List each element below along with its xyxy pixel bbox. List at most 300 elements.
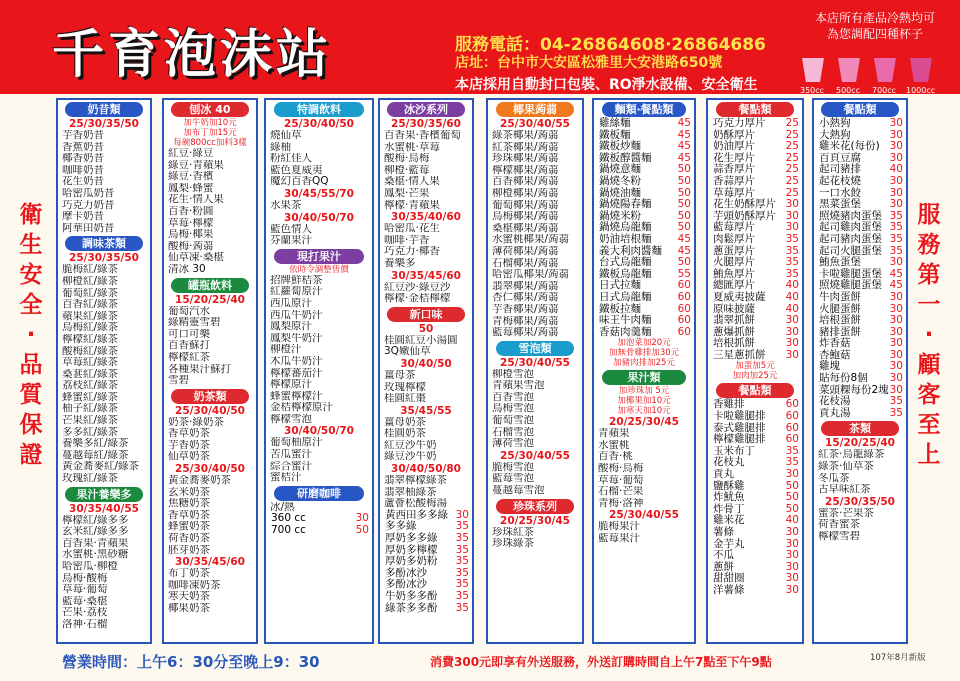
menu-item-price: 35 [785,444,799,457]
menu-item: 青蘋果雪泡 [492,380,545,392]
menu-item-name: 照燒雞腿蛋堡 [819,279,882,292]
menu-item-price: 25 [785,151,799,164]
menu-item-priced [594,199,694,211]
shop-name: 千育泡沫站 [52,25,333,85]
menu-item-name: 金芋丸 [713,537,745,550]
menu-item: 綠茶椰果/蒟蒻 [492,130,559,141]
price-line: 25/30/40/55 [500,449,570,462]
menu-item: 葡萄雪泡 [492,415,534,427]
section-heading: 現打果汁 [274,249,363,264]
cup-note: 本店所有產品冷熱均可 為您調配四種杯子 [814,11,935,41]
section-heading: 奶昔類 [65,102,142,117]
menu-item: 草莓‧檸檬 [168,217,214,229]
version-label: 107年8月新版 [870,653,926,663]
menu-item: 紅茶椰果/蒟蒻 [492,141,559,153]
menu-item-price: 30 [785,583,799,596]
menu-item: 石榴‧芒果 [598,486,644,498]
cup-icon [910,58,932,82]
menu-item-name: 肉鬆厚片 [713,232,755,245]
menu-item: 桑椹椰果/蒟蒻 [492,222,559,234]
menu-item-name: 炸香菇 [819,337,851,350]
menu-item-price: 35 [455,590,469,602]
menu-item: 蔓越莓紅/綠茶 [62,449,129,461]
menu-item: 金桔檸檬原汁 [270,402,333,414]
menu-item-price: 55 [677,267,691,280]
menu-item-priced [708,585,802,597]
menu-item-priced [594,315,694,327]
menu-item-name: 味王牛肉麵 [599,314,652,327]
menu-item: 摩卡奶昔 [62,211,104,223]
menu-item: 桂圓奶茶 [384,428,426,440]
menu-item: 柚子紅/綠茶 [62,403,119,415]
menu-item: 柳橙椰果/蒟蒻 [492,187,559,199]
menu-item: 脆梅雪泡 [492,461,534,473]
menu-item-price: 30 [785,348,799,361]
menu-item-price: 30 [785,337,799,350]
menu-item: 荷香蜜茶 [818,519,860,531]
addon-note: 加珍珠加 5元 [618,386,670,397]
menu-item: 西瓜牛奶汁 [270,309,323,321]
menu-item-price: 30 [889,174,903,187]
menu-item-priced [380,603,472,615]
menu-item-priced [814,315,906,327]
menu-item-price: 45 [677,244,691,257]
menu-item-price: 60 [677,325,691,338]
menu-item-price: 50 [677,163,691,176]
price-line: 30/35/40/55 [69,502,139,515]
menu-item-name: 義大利肉醬麵 [599,244,662,257]
menu-item: 冬瓜茶 [818,472,850,484]
menu-item-price: 25 [785,163,799,176]
menu-item: 阿華田奶昔 [62,222,115,234]
menu-item-name: 貢丸湯 [819,406,851,419]
menu-item-price: 30 [889,128,903,141]
slogan-char: 服 [917,202,941,228]
menu-item: 鳳梨‧蜂蜜 [168,182,214,194]
menu-item: 椰香奶昔 [62,153,104,165]
menu-item: 檸檬雪泡 [270,413,312,425]
menu-item-price: 25 [785,140,799,153]
menu-item-price: 45 [677,117,691,129]
addon-note: 加肉加25元 [732,371,778,382]
menu-item-price: 30 [785,572,799,585]
slogan-char: 上 [917,442,941,468]
menu-item-price: 50 [677,198,691,211]
menu-item-name: 鐵板麵 [599,128,631,141]
menu-item-name: 蔥餅 [713,560,734,573]
addon-note: 加豬肉排加25元 [613,358,675,369]
menu-item-name: 鮪魚蛋堡 [819,256,861,269]
menu-column-8 [812,98,908,644]
menu-item: 柳橙汁 [270,344,302,356]
menu-item-price: 40 [785,279,799,292]
menu-item: 青梅‧洛神 [598,497,644,509]
menu-item-price: 40 [889,163,903,176]
section-heading: 刨冰 40 [171,102,248,117]
menu-item: 玄米奶茶 [168,486,210,498]
menu-item-priced [708,315,802,327]
menu-item: 鳳梨‧芒果 [384,187,430,199]
menu-item: 桂圓紅豆小湯圓 [384,334,458,346]
menu-column-2 [162,98,258,644]
menu-item-price: 60 [677,290,691,303]
menu-item-name: 奶油培根麵 [599,232,652,245]
menu-item-price: 30 [785,537,799,550]
cup-icon [874,58,896,82]
menu-item-price: 50 [785,479,799,492]
price-line: 20/25/30/45 [500,514,570,527]
cup-size-label: 500cc [836,86,861,95]
price-line: 25/30/35/50 [69,252,139,265]
menu-item: 珍珠椰果/蒟蒻 [492,153,559,165]
menu-item: 百香‧粉圓 [168,205,214,217]
menu-item-name: 奶酥厚片 [713,128,755,141]
menu-item-price: 30 [889,117,903,129]
menu-item: 香草奶茶 [168,428,210,440]
menu-item: 招牌鮮桔茶 [270,274,323,286]
menu-item: 胚芽奶茶 [168,544,210,556]
menu-item-name: 草莓厚片 [713,186,755,199]
menu-item-name: 鍋燒油麵 [599,186,641,199]
menu-item: 酸梅‧烏梅 [384,153,430,165]
menu-item-price: 30 [889,348,903,361]
menu-item: 柳橙‧藍莓 [384,164,430,176]
section-heading: 果汁類 [602,370,686,385]
menu-item: 芬蘭果汁 [270,235,312,247]
delivery-note: 消費300元即享有外送服務，外送訂購時間自上午7點至下午9點 [430,655,772,669]
menu-item-price: 60 [785,398,799,411]
section-heading: 研磨咖啡 [274,486,363,501]
cup-size-label: 1000cc [906,86,936,95]
menu-item: 養樂多 [384,257,416,269]
menu-item: 香蕉奶昔 [62,141,104,153]
menu-item: 薑母奶茶 [384,416,426,428]
menu-item-priced [708,292,802,304]
menu-item: 水蜜桃 [598,439,630,451]
menu-item-price: 30 [785,209,799,222]
menu-item-name: 巧克力厚片 [713,117,766,129]
menu-item-name: 起司豬肉蛋堡 [819,232,882,245]
menu-item-name: 藍莓厚片 [713,221,755,234]
menu-item: 酸梅‧蒟蒻 [168,240,214,252]
menu-item-price: 45 [677,128,691,141]
menu-item-name: 花生厚片 [713,151,755,164]
menu-item-price: 30 [889,198,903,211]
menu-item-name: 原味披薩 [713,302,755,315]
menu-item: 蜂蜜紅/綠茶 [62,391,119,403]
price-line: 15/20/25/40 [825,437,895,450]
menu-item-name: 芋頭奶酥厚片 [713,209,776,222]
business-hours: 營業時間：上午6：30分至晚上9：30 [62,653,320,671]
menu-item-price: 35 [455,555,469,568]
price-line: 25/30/40/55 [609,509,679,522]
menu-item: 黃金蕎麥紅/綠茶 [62,461,140,473]
section-heading: 果汁養樂多 [65,487,142,502]
menu-item-name: 花枝丸 [713,456,745,469]
menu-item-priced [708,199,802,211]
price-line: 30/40/50/80 [391,463,461,476]
menu-item-name: 360 cc [271,512,306,525]
menu-item: 紅茶‧烏龍綠茶 [818,449,885,461]
menu-item: 翡翠柚綠茶 [384,486,437,498]
section-heading: 餐點類 [716,102,795,117]
menu-item-name: 蔥爆抓餅 [713,325,755,338]
menu-item-name: 菜頭粿每份2塊 [819,383,889,396]
menu-item-price: 30 [889,186,903,199]
menu-item-priced [708,118,802,130]
menu-item-name: 厚奶多檸檬 [385,543,438,556]
menu-item-price: 60 [677,279,691,292]
menu-item: 黃金蕎麥奶茶 [168,475,231,487]
menu-item-price: 50 [785,502,799,515]
menu-item: 百香蘇打 [168,340,210,352]
menu-item-name: 鐵板醇醬麵 [599,151,652,164]
menu-item: 咖啡奶昔 [62,164,104,176]
slogan-char: 一 [917,292,941,318]
menu-item: 芋香奶茶 [168,439,210,451]
menu-item-name: 鐵板炒麵 [599,140,641,153]
menu-item: 水果茶 [270,199,302,211]
menu-item-price: 35 [889,406,903,419]
menu-item: 清冰 30 [168,263,206,275]
menu-item-name: 炸魷魚 [713,491,745,504]
menu-item: 水蜜桃‧草莓 [384,141,440,153]
menu-item-name: 多多綠 [385,520,417,533]
section-heading: 雪泡類 [496,341,575,356]
menu-item: 冰/熱 [270,501,295,513]
menu-item-name: 香蒜厚片 [713,174,755,187]
menu-item-name: 豬排蛋餅 [819,325,861,338]
menu-item-price: 35 [455,520,469,533]
slogan-char: 質 [19,382,43,408]
menu-item-name: 雞塊 [819,360,840,373]
menu-item-price: 50 [677,256,691,269]
menu-item-price: 30 [785,468,799,481]
menu-item-priced [594,292,694,304]
menu-item-price: 25 [785,117,799,129]
menu-item: 奶茶‧綠奶茶 [168,416,224,428]
menu-item-price: 30 [889,256,903,269]
menu-item: 仙草凍‧桑椹 [168,252,224,264]
menu-item-name: 黑菜蛋堡 [819,198,861,211]
menu-item-priced [594,118,694,130]
section-heading: 特調飲料 [274,102,363,117]
section-heading: 奶茶類 [171,389,248,404]
menu-item: 桑椹‧情人果 [384,176,440,188]
menu-item-priced [380,533,472,545]
menu-item: 檸檬紅/綠多多 [62,514,129,526]
menu-item-priced [814,408,906,420]
menu-column-3 [264,98,374,644]
menu-item: 寒天奶茶 [168,591,210,603]
menu-item-price: 30 [785,221,799,234]
menu-item-name: 起司雞肉蛋堡 [819,221,882,234]
menu-item-name: 起司火腿蛋堡 [819,244,882,257]
menu-item: 蜂蜜檸檬汁 [270,390,323,402]
addon-note: 加布丁加15元 [183,128,237,138]
menu-item: 綠茶‧仙草茶 [818,461,874,473]
menu-item-priced [708,234,802,246]
menu-item-price: 25 [785,186,799,199]
menu-item-price: 60 [785,433,799,446]
section-heading: 麵類‧餐點類 [602,102,686,117]
slogan-char: 保 [19,412,43,438]
menu-item: 蘆薈松酸梅湯 [384,498,447,510]
menu-item: 洛神‧石榴 [62,618,108,630]
menu-item-priced [708,350,802,362]
menu-item-name: 牛肉蛋餅 [819,290,861,303]
price-line: 25/30/40/50 [175,463,245,476]
menu-item-name: 卡啦雞腿蛋堡 [819,267,882,280]
price-line: 25/30/40/55 [500,356,570,369]
menu-item-name: 起司豬排 [819,163,861,176]
menu-item: 魔幻百香QQ [270,176,329,188]
menu-item-price: 40 [785,290,799,303]
menu-item-name: 玉米布丁 [713,444,755,457]
menu-item: 石榴椰果/蒟蒻 [492,257,559,269]
menu-item-priced [708,411,802,423]
menu-item: 蜂蜜奶茶 [168,521,210,533]
menu-item: 咖啡凍奶茶 [168,579,221,591]
menu-item: 咖啡‧芋香 [384,234,430,246]
slogan-char: 證 [19,442,43,468]
menu-item: 焦糖奶茶 [168,498,210,510]
menu-item-name: 火腿蛋餅 [819,302,861,315]
menu-item-price: 35 [889,395,903,408]
menu-item-price: 60 [785,410,799,423]
slogan-char: 全 [19,292,43,318]
menu-item: 檸檬原汁 [270,379,312,391]
menu-item: 百香椰果/蒟蒻 [492,176,559,188]
price-line: 25/30/40/50 [284,118,354,130]
menu-item: 檸檬‧金桔檸檬 [384,293,451,305]
menu-item-priced [594,176,694,188]
menu-item: 玄米紅/綠多多 [62,526,129,538]
price-line: 20/25/30/45 [609,416,679,429]
menu-item-name: 卡啦雞腿排 [713,410,766,423]
menu-item-name: 厚奶多多綠 [385,532,438,545]
menu-item-price: 60 [677,302,691,315]
menu-item-priced [708,527,802,539]
menu-item-name: 厚奶多奶粉 [385,555,438,568]
right-slogan [912,200,946,470]
cup-size-label: 350cc [800,86,825,95]
menu-item: 烏梅‧椰果 [168,229,214,241]
menu-item-price: 30 [889,383,903,396]
menu-item: 百香紅/綠茶 [62,299,119,311]
menu-item: 花生‧情人果 [168,194,224,206]
slogan-char: 品 [19,352,43,378]
menu-item-name: 大熱狗 [819,128,851,141]
slogan-char: 生 [19,232,43,258]
menu-item: 石榴雪泡 [492,426,534,438]
menu-item-name: 薯條 [713,526,734,538]
menu-item-price: 60 [785,421,799,434]
menu-item-price: 30 [355,512,369,525]
menu-item-price: 30 [889,151,903,164]
menu-item-price: 30 [889,290,903,303]
menu-item-name: 700 cc [271,524,306,537]
menu-item: 藍莓雪泡 [492,473,534,485]
menu-item-name: 雞米花(每份) [819,140,880,153]
menu-item: 烏梅紅/綠茶 [62,322,119,334]
menu-item: 珍珠綠茶 [492,538,534,550]
menu-item-name: 鹽酥雞 [713,479,745,492]
menu-item-price: 35 [889,221,903,234]
menu-item-priced [708,469,802,481]
menu-item-name: 鍋燒陽春麵 [599,198,652,211]
menu-item-price: 50 [785,491,799,504]
menu-item-name: 甜甜圈 [713,572,745,585]
menu-item: 百香雪泡 [492,391,534,403]
menu-item-price: 25 [785,174,799,187]
menu-item: 仙草奶茶 [168,451,210,463]
menu-item: 水蜜桃椰果/蒟蒻 [492,234,570,246]
menu-item: 綠豆‧香檳 [168,171,214,183]
section-heading: 餐點類 [821,102,898,117]
menu-item-name: 百頁豆腐 [819,151,861,164]
menu-item: 柳橙紅/綠茶 [62,275,119,287]
menu-item-name: 花枝湯 [819,395,851,408]
menu-item-price: 25 [785,128,799,141]
menu-item-priced [814,234,906,246]
header-banner [0,0,960,94]
menu-item: 3Q嫩仙草 [384,346,431,358]
menu-item: 檸檬雪碧 [818,531,860,542]
menu-item: 薄荷椰果/蒟蒻 [492,245,559,257]
menu-item-name: 總匯厚片 [713,279,755,292]
menu-item-price: 35 [889,209,903,222]
menu-column-6 [592,98,696,644]
menu-item-name: 小熱狗 [819,117,851,129]
menu-item-price: 35 [455,566,469,579]
menu-item-name: 綠茶多多酚 [385,601,438,614]
menu-item: 翡翠椰果/蒟蒻 [492,280,559,292]
menu-item-priced [594,234,694,246]
price-line: 25/30/35/60 [391,118,461,130]
menu-item: 百香‧桃 [598,451,633,463]
menu-item-name: 日式烏龍麵 [599,290,652,303]
menu-item-name: 翡翠抓餅 [713,314,755,327]
section-heading: 罐瓶飲料 [171,278,248,293]
menu-item: 花生奶昔 [62,176,104,188]
menu-item-priced [814,373,906,385]
menu-item-name: 蔥蛋厚片 [713,244,755,257]
menu-item: 鳳梨牛奶汁 [270,332,323,344]
price-line: 25/30/40/50 [175,404,245,417]
section-heading: 珍珠系列 [496,499,575,514]
menu-item-price: 50 [677,209,691,222]
service-info: 本店採用自動封口包裝、RO淨水設備、安全衛生 [455,77,758,93]
menu-item: 哈密瓜奶昔 [62,187,115,199]
menu-item-price: 30 [785,325,799,338]
menu-item-name: 花生奶酥厚片 [713,198,776,211]
menu-item: 脆梅紅/綠茶 [62,264,119,276]
menu-item: 烏梅椰果/蒟蒻 [492,211,559,223]
menu-item-name: 培根蛋餅 [819,314,861,327]
menu-item-name: 鐵板拉麵 [599,302,641,315]
menu-item-name: 夏威夷披薩 [713,290,766,303]
menu-item: 檸檬蕃茄汁 [270,367,323,379]
menu-item: 葡萄柚原汁 [270,437,323,449]
menu-item: 粉紅佳人 [270,153,312,165]
menu-item: 青梅椰果/蒟蒻 [492,315,559,327]
menu-item: 綠柚 [270,141,291,153]
menu-item: 紅豆沙牛奶 [384,439,437,451]
menu-item-name: 炸骨丁 [713,502,745,515]
menu-item: 玫瑰紅/綠茶 [62,473,119,485]
menu-item-name: 雞米花 [713,514,745,527]
